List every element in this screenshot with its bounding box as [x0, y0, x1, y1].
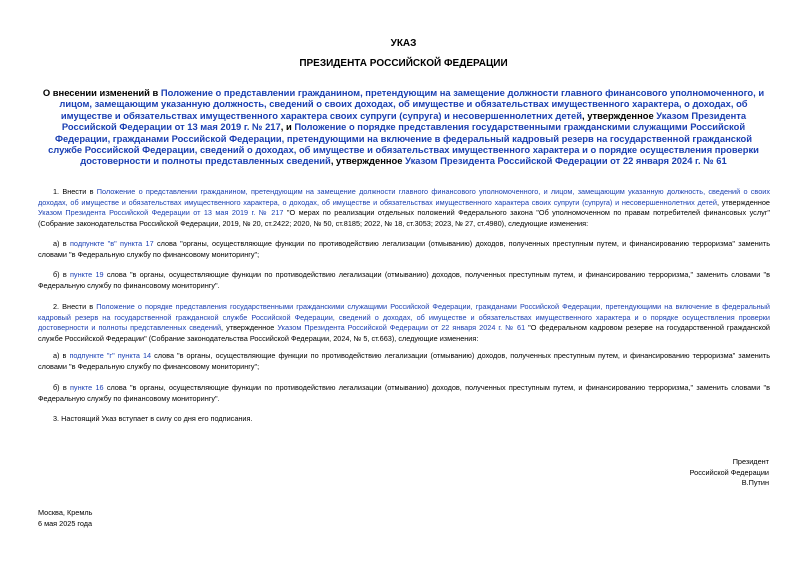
paragraph-text: б) в [53, 383, 70, 392]
paragraph-2a [38, 351, 770, 372]
signature-name: В.Путин [741, 478, 769, 488]
decree-subtitle: ПРЕЗИДЕНТА РОССИЙСКОЙ ФЕДЕРАЦИИ [299, 58, 508, 69]
paragraph-2b [38, 383, 770, 404]
paragraph-1b [38, 270, 770, 291]
paragraph-text: слова "в органы, осуществляющие функции по противодействию легализации (отмыванию) доходов, полученных преступным путем, и финансированию терроризма" заменить словами "в Федеральную службу по финансовому мониторингу"; [38, 351, 771, 371]
p2a-link-subclause[interactable]: подпункте "г" пункта 14 [69, 351, 152, 360]
paragraph-text: слова "в органы, осуществляющие функции по противодействию легализации (отмыванию) доходов, полученных преступным путем, и финансированию терроризма," заменить словами "в Федеральную службу по финансовому мониторингу". [38, 383, 770, 403]
subject-link-regulation-2019[interactable]: Положение о представлении гражданином, претендующим на замещение должности главного финансового уполномоченного, и лицом, замещающим указанную должность, сведений о своих доходах, об имуществе и обязательствах имущественного характера, о доходах, об имуществе и обязательствах имущественного характера своих супруги (супруга) и несовершеннолетних детей [59, 87, 765, 121]
paragraph-text: "О федеральном кадровом резерве на государственной гражданской службе Российской Федерации" (Собрание законодательства Российской Федерации, 2024, № 5, ст.663), следующие изменения: [38, 323, 770, 343]
signature-position: Президент [732, 457, 769, 466]
subject-text: , утвержденное [582, 109, 657, 121]
signature-block [690, 457, 769, 489]
signing-place-date [38, 508, 92, 529]
p2b-link-clause[interactable]: пункте 16 [69, 383, 104, 392]
paragraph-text: 3. Настоящий Указ вступает в силу со дня его подписания. [53, 414, 253, 423]
paragraph-text: 2. Внести в [53, 302, 97, 311]
paragraph-text: "О мерах по реализации отдельных положений Федерального закона "Об уполномоченном по правам потребителей финансовых услуг" (Собрание законодательства Российской Федерации, 2019, № 20, ст.2422; 2020, № 50, ст.8185; 2022, № 18, ст.3053; 2023, № 27, ст.4980), следующие изменения: [38, 208, 770, 228]
subject-link-decree-61[interactable]: Указом Президента Российской Федерации от 22 января 2024 г. № 61 [405, 155, 727, 167]
signing-place: Москва, Кремль [38, 508, 93, 517]
paragraph-text: 1. Внести в [53, 187, 97, 196]
paragraph-text: б) в [53, 270, 70, 279]
paragraph-text: слова "в органы, осуществляющие функции по противодействию легализации (отмыванию) доходов, полученных преступным путем, и финансированию терроризма," заменить словами "в Федеральную службу по финансовому мониторингу". [38, 270, 770, 290]
p2-link-decree-61[interactable]: Указом Президента Российской Федерации от 22 января 2024 г. № 61 [277, 323, 526, 333]
paragraph-text: , утвержденное [221, 323, 278, 333]
signing-date: 6 мая 2025 года [38, 518, 93, 528]
subject-link-decree-217[interactable]: Указом Президента Российской Федерации от 13 мая 2019 г. № 217 [61, 109, 747, 133]
subject-text: , утвержденное [330, 155, 406, 167]
subject-text: , и [280, 121, 295, 133]
p1a-link-subclause[interactable]: подпункте "в" пункта 17 [69, 239, 154, 248]
subject-text: О внесении изменений в [42, 87, 161, 98]
decree-title: УКАЗ [390, 38, 417, 49]
paragraph-text: слова "органы, осуществляющие функции по противодействию легализации (отмыванию) доходов, полученных преступным путем, и финансированию терроризма" заменить словами "в Федеральную службу по финансовому мониторингу"; [38, 239, 770, 259]
p1-link-decree-217[interactable]: Указом Президента Российской Федерации от 13 мая 2019 г. № 217 [38, 208, 284, 218]
paragraph-text: а) в [53, 239, 70, 248]
paragraph-1 [38, 187, 770, 229]
signature-country: Российской Федерации [689, 467, 769, 477]
paragraph-2 [38, 302, 770, 344]
decree-subject [40, 87, 767, 167]
paragraph-1a [38, 239, 770, 260]
paragraph-3 [38, 414, 770, 425]
paragraph-text: , утвержденное [716, 197, 770, 207]
p1-link-regulation[interactable]: Положение о представлении гражданином, претендующим на замещение должности главного финансового уполномоченного, и лицом, замещающим указанную должность, сведений о своих доходах, об имуществе и обязательствах имущественного характера, о доходах, об имуществе и обязательствах имущественного характера своих супруги (супруга) и несовершеннолетних детей [38, 187, 770, 207]
p1b-link-clause[interactable]: пункте 19 [69, 270, 104, 279]
subject-link-regulation-2024[interactable]: Положение о порядке представления государственными гражданскими служащими Российской Федерации, гражданами Российской Федерации, претендующими на включение в федеральный кадровый резерв на государственной гражданской службе Российской Федерации, сведений о доходах, об имуществе и обязательствах имущественного характера и о порядке осуществления проверки достоверности и полноты представленных сведений [48, 121, 759, 167]
paragraph-text: а) в [53, 351, 70, 360]
p2-link-regulation[interactable]: Положение о порядке представления государственными гражданскими служащими Российской Федерации, гражданами Российской Федерации, претендующими на включение в федеральный кадровый резерв на государственной гражданской службе Российской Федерации, сведений о доходах, об имуществе и обязательствах имущественного характера и о порядке осуществления проверки достоверности и полноты представленных сведений [38, 302, 770, 333]
